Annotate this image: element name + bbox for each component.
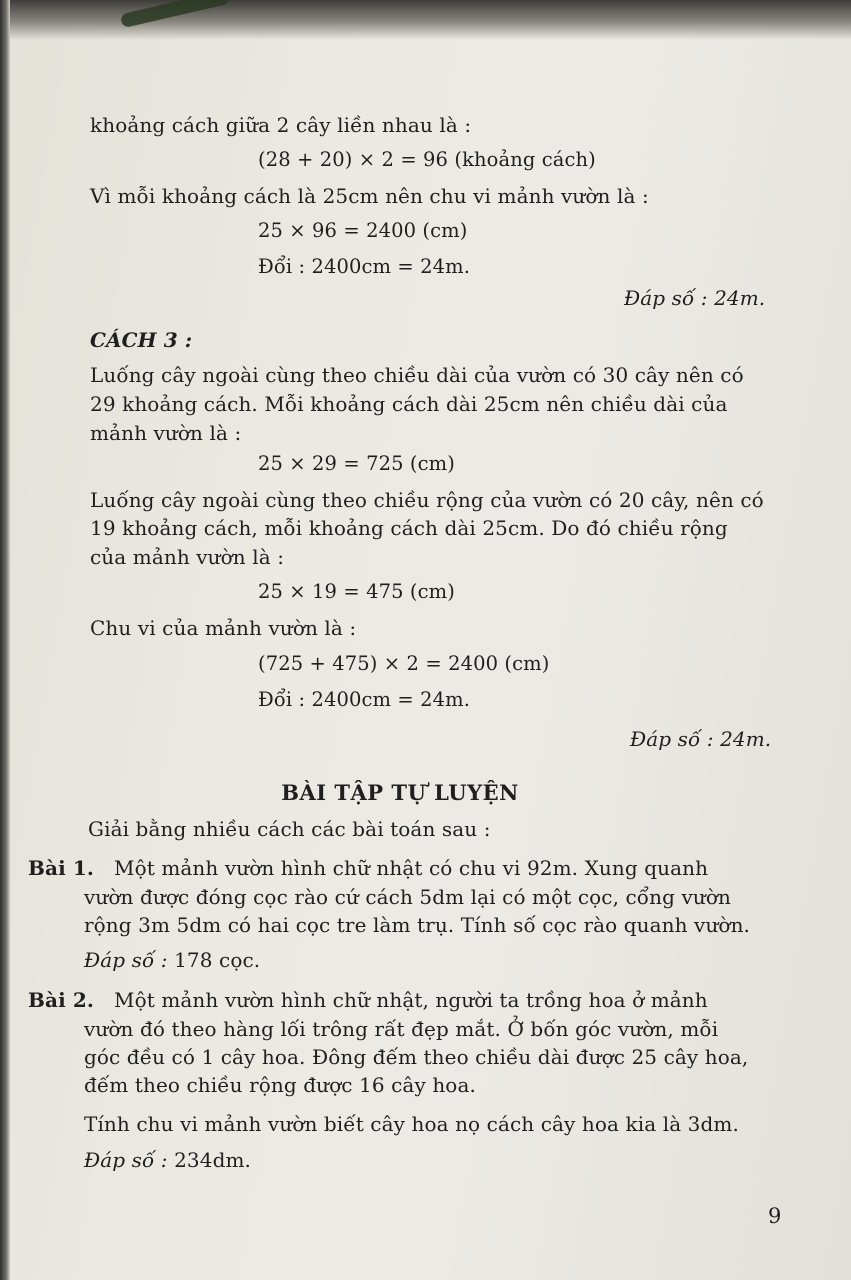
- section-label: CÁCH 3 :: [90, 328, 193, 352]
- exercise-label: Bài 1.: [28, 856, 94, 880]
- equation-line: 25 × 29 = 725 (cm): [258, 452, 455, 475]
- exercise-line: vườn được đóng cọc rào cứ cách 5dm lại có một cọc, cổng vườn: [84, 885, 731, 909]
- section-heading: BÀI TẬP TỰ LUYỆN: [281, 780, 519, 805]
- equation-line: 25 × 96 = 2400 (cm): [258, 219, 468, 242]
- exercise-label: Bài 2.: [28, 988, 94, 1012]
- text-line: Giải bằng nhiều cách các bài toán sau :: [88, 817, 491, 841]
- exercise-line: vườn đó theo hàng lối trông rất đẹp mắt. Ở bốn góc vườn, mỗi: [84, 1017, 719, 1041]
- equation-line: (725 + 475) × 2 = 2400 (cm): [258, 652, 550, 675]
- answer-line: Đáp số : 24m.: [624, 286, 766, 310]
- exercise-line: góc đều có 1 cây hoa. Đông đếm theo chiều dài được 25 cây hoa,: [84, 1045, 749, 1069]
- text-line: Luống cây ngoài cùng theo chiều rộng của vườn có 20 cây, nên có: [90, 488, 764, 512]
- book-spine: [0, 0, 10, 1280]
- text-line: Chu vi của mảnh vườn là :: [90, 616, 357, 640]
- exercise-line: rộng 3m 5dm có hai cọc tre làm trụ. Tính số cọc rào quanh vườn.: [84, 913, 751, 937]
- answer-value: 178 cọc.: [174, 948, 261, 972]
- text-line: 19 khoảng cách, mỗi khoảng cách dài 25cm. Do đó chiều rộng: [90, 516, 728, 540]
- equation-line: Đổi : 2400cm = 24m.: [258, 688, 471, 711]
- exercise-answer: [84, 1148, 251, 1172]
- text-line: 29 khoảng cách. Mỗi khoảng cách dài 25cm nên chiều dài của: [90, 392, 728, 416]
- exercise-line: Một mảnh vườn hình chữ nhật có chu vi 92m. Xung quanh: [114, 856, 709, 880]
- answer-label: Đáp số :: [84, 1148, 168, 1172]
- exercise-line: Tính chu vi mảnh vườn biết cây hoa nọ cách cây hoa kia là 3dm.: [84, 1112, 739, 1136]
- equation-line: Đổi : 2400cm = 24m.: [258, 255, 471, 278]
- text-line: Vì mỗi khoảng cách là 25cm nên chu vi mảnh vườn là :: [90, 184, 649, 208]
- equation-line: 25 × 19 = 475 (cm): [258, 580, 455, 603]
- answer-value: 234dm.: [174, 1148, 251, 1172]
- text-line: Luống cây ngoài cùng theo chiều dài của vườn có 30 cây nên có: [90, 363, 744, 387]
- text-line: mảnh vườn là :: [90, 421, 242, 445]
- text-line: khoảng cách giữa 2 cây liền nhau là :: [90, 113, 472, 137]
- page-number: 9: [768, 1204, 782, 1228]
- answer-label: Đáp số :: [84, 948, 168, 972]
- equation-line: (28 + 20) × 2 = 96 (khoảng cách): [258, 148, 596, 171]
- text-line: của mảnh vườn là :: [90, 545, 285, 569]
- answer-line: Đáp số : 24m.: [630, 727, 772, 751]
- exercise-line: Một mảnh vườn hình chữ nhật, người ta trồng hoa ở mảnh: [114, 988, 708, 1012]
- exercise-answer: [84, 948, 260, 972]
- exercise-line: đếm theo chiều rộng được 16 cây hoa.: [84, 1073, 476, 1097]
